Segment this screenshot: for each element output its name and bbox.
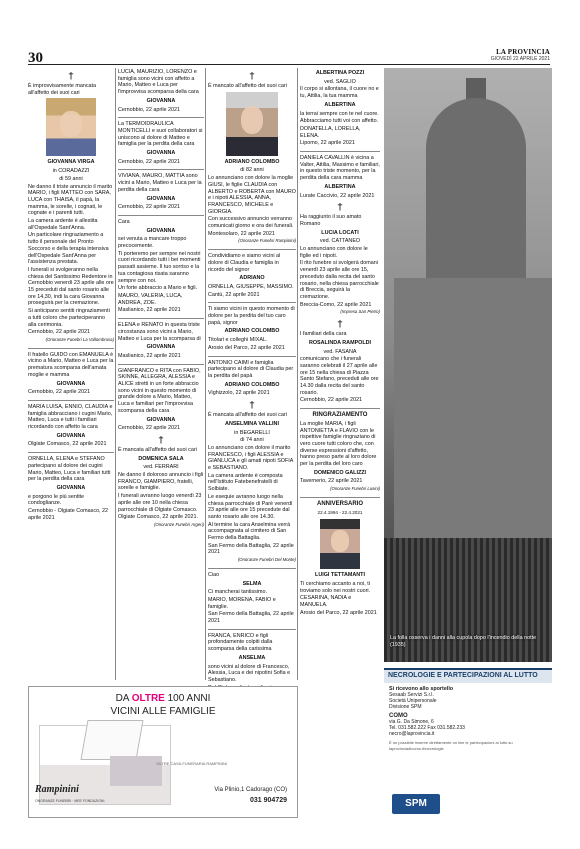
notice-text: San Fermo della Battaglia, 22 aprile 2021 (208, 611, 294, 625)
notice-text: Lo annunciano con dolore la moglie GIUSI, le figlie CLAUDIA con ALBERTO e ROBERTA con MAURO e i nipoti ALESSIA, ANNA, FRANCESCO, MICHELE e GIORGIA. (208, 175, 296, 215)
notice-text: Cernobbio, 22 aprile 2021 (118, 204, 181, 211)
notice-subtitle: in CORADAZZI (52, 168, 90, 175)
column-divider (297, 68, 298, 680)
deceased-name: ADRIANO COLOMBO (224, 328, 280, 335)
notice-text: È mancata all'affetto dei suoi cari (118, 446, 197, 453)
notice-text: ORNELLA, ELENA e STEFANO partecipano al dolore dei cugini Mario, Matteo, Luca e familiari tutti per la perdita della cara (28, 456, 111, 483)
notice-separator (118, 169, 204, 170)
notice-text: Cernobbio, 22 aprile 2021 (118, 106, 181, 113)
notice-text: la terrai sempre con te nel cuore. (300, 110, 379, 117)
notice-text: I funerali si svolgeranno nella chiesa del Santissimo Redentore in Cernobbio venerdì 23 aprile alle ore 15 preceduti dal santo rosario alle ore 14,30, indi la cara Giovanna proseguirà per la cremazione. (28, 266, 114, 307)
deceased-name: SELMA (242, 580, 262, 587)
notice-heading: RINGRAZIAMENTO (312, 412, 368, 419)
obituary-column-2 (118, 68, 204, 531)
portrait-face (331, 530, 349, 552)
notice-text: Titolari e colleghi MIXAL. (208, 337, 268, 344)
ad-oltre-small: ONORANZE FUNEBRI · MEE FONDAZIONI (35, 799, 105, 803)
obituary-column-4 (300, 68, 380, 617)
notice-separator (118, 318, 204, 319)
notice-text: Ti cerchiamo accanto a noi, ti troviamo solo nei nostri cuori. (300, 580, 371, 594)
obituary-column-3 (208, 68, 296, 700)
notice-separator (28, 348, 114, 349)
notice-subtitle: ved. CATTANEO (319, 238, 361, 245)
ad-oltre-headline: DA OLTRE 100 ANNI (115, 693, 211, 704)
notice-text: Si anticipano sentiti ringraziamenti a tutti coloro che parteciperanno alla cerimonia. (28, 308, 110, 328)
notice-text: ELENA e RENATO in questa triste circostanza sono vicini a Mario, Matteo e Luca per la scomparsa di (118, 322, 201, 342)
notice-text: Il fratello GUIDO con EMANUELA è vicino a Mario, Matteo e Luca per la prematura scomparsa dell'amata moglie e mamma (28, 351, 114, 378)
notice-text: Arosio del Parco, 22 aprile 2021 (300, 609, 377, 616)
ad-spm-title: NECROLOGIE E PARTECIPAZIONI AL LUTTO (384, 668, 552, 683)
notice-text: Cernobbio, 22 aprile 2021 (118, 425, 181, 432)
deceased-name: ADRIANO (239, 275, 265, 282)
deceased-name: GIOVANNA VIRGA (47, 159, 95, 166)
notice-text: Lipomo, 22 aprile 2021 (300, 140, 355, 147)
deceased-name: LUCIA LOCATI (321, 229, 359, 236)
deceased-name: GIOVANNA (146, 416, 176, 423)
ad-spm-city: COMO (389, 712, 408, 719)
ad-oltre-rampinini[interactable] (28, 686, 298, 818)
notice-text: Cernobbio, 22 aprile 2021 (300, 397, 363, 404)
notice-text: Olgiate Comasco, 22 aprile 2021 (28, 441, 107, 448)
deceased-name: GIOVANNA (146, 195, 176, 202)
notice-text: Abbracciamo tutti voi con affetto. (300, 118, 379, 125)
masthead-date: GIOVEDÌ 22 APRILE 2021 (490, 56, 550, 62)
masthead-brand: LA PROVINCIA (496, 48, 550, 56)
cross-icon: † (158, 434, 164, 446)
notice-text: La TERMOIDRAULICA MONTICELLI e suoi collaboratori si uniscono al dolore di Matteo e famiglia per la perdita della cara (118, 121, 203, 148)
notice-text: Ti porteremo per sempre nei nostri cuori ricordando tutti i bei momenti passati assieme. Il tuo sorriso e la tua contagiosa risata saranno sempre con noi. (118, 250, 201, 284)
notice-text: MAURO, VALERIA, LUCA, ANDREA, ZOE. (118, 292, 183, 306)
notice-text: VIVIANA, MAURO, MATTIA sono vicini a Mario, Matteo e Luca per la perdita della cara (118, 173, 202, 193)
notice-subtitle: di 74 anni (240, 437, 264, 444)
ad-spm-email[interactable]: necro@laprovincia.it (389, 730, 435, 737)
notice-heading: ANNIVERSARIO (316, 500, 363, 507)
notice-subtitle: ved. FASANA (323, 348, 357, 355)
notice-subtitle: di 82 anni (240, 167, 264, 174)
notice-text: Ci mancherai tantissimo. (208, 589, 268, 596)
deceased-name: GIOVANNA (56, 432, 86, 439)
notice-text: Maslianico, 22 aprile 2021 (118, 307, 181, 314)
notice-text: La camera ardente è allestita all'Ospedale Sant'Anna. (28, 218, 98, 231)
notice-separator (300, 151, 380, 152)
ad-spm-company2: Società Unipersonale (389, 697, 437, 704)
notice-text: Ti siamo vicini in questo momento di dolore per la perdita del tuo caro papà, signor (208, 306, 295, 326)
house-sign (110, 756, 162, 786)
deceased-name: ALBERTINA POZZI (315, 70, 365, 76)
notice-separator (300, 497, 380, 498)
notice-text: Cernobbio, 22 aprile 2021 (28, 329, 91, 336)
obituary-column-1 (28, 68, 114, 522)
ad-spm-body (384, 683, 552, 755)
deceased-name: DOMENICO GALIZZI (313, 469, 367, 476)
notice-separator (28, 400, 114, 401)
funeral-home-signature: (Impresa San Pietro) (340, 309, 380, 315)
notice-text: sei venuta a mancare troppo precocemente. (118, 236, 187, 250)
column-divider (115, 68, 116, 680)
dome-shape (426, 98, 526, 288)
notice-text: Lo annunciano con dolore le figlie ed i nipoti. (300, 246, 368, 259)
ad-spm-company: Sesaab Servizi S.r.l. (389, 691, 434, 698)
notice-text: MARIA LUISA, ENNIO, CLAUDIA e famiglia abbracciano i cugini Mario, Matteo, Luca e tutti i familiari ricordando con affetto la cara (28, 403, 113, 431)
notice-text: Il rito funebre si svolgerà domani venerdì 23 aprile alle ore 15, preceduto dalla recita del santo rosario, nella chiesa parrocchiale di Breccia, seguirà la cremazione. (300, 260, 379, 300)
notice-text: Le esequie avranno luogo nella chiesa parrocchiale di Parè venerdì 23 aprile alle ore 15 precedute dal santo rosario alle ore 14.30. (208, 493, 293, 520)
notice-text: Cernobbio, 22 aprile 2021 (28, 389, 91, 396)
notice-separator (208, 629, 296, 630)
ad-spm-tel: Tel. 031.582.222 Fax 031.582.233 (389, 724, 465, 731)
page-number: 30 (28, 50, 43, 66)
portrait-photo-woman (46, 98, 96, 156)
notice-separator (118, 215, 204, 216)
funeral-home-signature: (Onoranze Funebri Lusini) (330, 486, 380, 492)
notice-text: Al termine la cara Anselmina verrà accompagnata al cimitero di San Fermo della Battaglia. (208, 521, 291, 542)
notice-text: comunicano che i funerali saranno celebrati il 27 aprile alle ore 15 nella chiesa di Piazza Santo Stefano, preceduti alle ore 14.30 dalla recita del santo rosario. (300, 356, 379, 396)
deceased-name: ALBERTINA (324, 101, 356, 108)
deceased-name: GIOVANNA (56, 484, 86, 491)
ad-spm-necrologie[interactable] (384, 668, 552, 818)
notice-text: Vighizzolo, 22 aprile 2021 (208, 390, 270, 397)
deceased-name: GIOVANNA (56, 380, 86, 387)
notice-text: DONATELLA, LORELLA, ELENA. (300, 125, 361, 139)
notice-text: Cernobbio, 22 aprile 2021 (118, 158, 181, 165)
deceased-name: ADRIANO COLOMBO (224, 158, 280, 165)
spm-logo: SPM (392, 794, 440, 814)
top-rule (28, 64, 550, 65)
ad-spm-note: È un possibile inserire direttamente on line le partecipazioni al lutto su laprovinciadicomo.it/necrologie (389, 739, 513, 751)
notice-text: La camera ardente è composta nell'Istituto Fatebenefratelli di Solbiate. (208, 472, 283, 493)
notice-text: Cernobbio - Olgiate Comasco, 22 aprile 2021 (28, 508, 109, 521)
notice-text: È improvvisamente mancata all'affetto dei suoi cari (28, 83, 97, 96)
deceased-name: DOMENICA SALA (138, 455, 184, 462)
notice-text: Cara (118, 218, 130, 225)
notice-text: I familiari della cara (300, 331, 347, 338)
cathedral-body (394, 278, 552, 578)
portrait-face (241, 106, 264, 134)
notice-text: Cantù, 22 aprile 2021 (208, 291, 260, 298)
anniversary-dates: 22.4.1994 - 22.4.2021 (317, 509, 363, 515)
notice-text: San Fermo della Battaglia, 22 aprile 2021 (208, 542, 294, 556)
notice-text: Lo annunciano con dolore il marito FRANCESCO, i figli ALESSIA e GIANLUCA e gli amati nipoti SOFIA e SEBASTIANO. (208, 444, 294, 472)
cross-icon: † (249, 71, 255, 82)
notice-text: LUCIA, MAURIZIO, LORENZO e famiglia sono vicini con affetto a Mario, Matteo e Luca per l'improvvisa scomparsa della cara (118, 69, 199, 96)
notice-text: Ciao (208, 571, 220, 578)
deceased-name: ROSALINDA RAMPOLDI (308, 339, 372, 346)
notice-text: Breccia-Como, 22 aprile 2021 (300, 301, 372, 308)
notice-text: Maslianico, 22 aprile 2021 (118, 352, 181, 359)
notice-text: sono vicini al dolore di Francesco, Alessia, Luca e dei nipotini Sofia e Sebastiano. (208, 663, 291, 683)
notice-subtitle: ved. SAGLIO (324, 78, 356, 85)
notice-separator (28, 452, 114, 453)
notice-text: È mancato all'affetto dei suoi cari (208, 83, 287, 89)
photo-caption: La folla osserva i danni alla cupola dopo l'incendio della notte (1935) (390, 635, 537, 648)
ad-oltre-address: Via Plinio,1 Cadorago (CO) (214, 787, 287, 793)
notice-separator (208, 249, 296, 250)
deceased-name: GIOVANNA (146, 97, 176, 104)
notice-text: Il corpo si allontana, il cuore no e tu, Attilia, la tua mamma (300, 86, 379, 100)
deceased-name: GIOVANNA (146, 344, 176, 351)
portrait-face (60, 111, 82, 137)
deceased-name: ADRIANO COLOMBO (224, 381, 280, 388)
notice-text: La moglie MARIA, i figli ANTONIETTA e FLAVIO con le rispettive famiglie ringraziano di vero cuore tutti coloro che, con diverse espressioni d'affetto, hanno preso parte al loro dolore per la perdita del loro caro (300, 420, 377, 468)
historic-photo-cathedral-dome (384, 68, 552, 662)
notice-text: Un forte abbraccio a Mario e figli. (118, 285, 198, 292)
deceased-name: LUIGI TETTAMANTI (315, 572, 365, 579)
notice-text: DANIELA CAVALLIN è vicina a Valter, Attilia, Massimo e familiari, in questo triste momento, per la perdita della cara mamma (300, 155, 380, 182)
ad-oltre-subheadline: VICINI ALLE FAMIGLIE (110, 706, 216, 717)
notice-separator (208, 302, 296, 303)
deceased-name: GIOVANNA (146, 227, 176, 234)
deceased-name: GIOVANNA (146, 150, 176, 157)
notice-separator (118, 364, 204, 365)
notice-text: Con successivo annuncio verranno comunicati giorno e ora dei funerali. (208, 216, 294, 230)
cross-icon: † (337, 202, 343, 214)
house-roof (80, 720, 143, 760)
portrait-photo-luigi (320, 519, 360, 569)
ad-spm-division: Divisione SPM (389, 703, 422, 710)
funeral-home-signature: (Onoranze Funebri Del Monte) (237, 557, 296, 563)
notice-separator (208, 568, 296, 569)
ad-spm-street: via G. Da Simone, 6 (389, 718, 434, 725)
notice-text: e porgono le più sentite condoglianze. (28, 493, 85, 507)
notice-text: È mancata all'affetto dei suoi cari (208, 412, 287, 419)
ad-oltre-sign-text: OLTRE CASA FUNERARIA RAMPININI (156, 761, 227, 766)
notice-separator (208, 356, 296, 357)
notice-subtitle: ved. FERRARI (143, 464, 179, 471)
deceased-name: ANSELMA (238, 654, 266, 661)
funeral-home-signature: (Onoranze Funebri La Vallombrosa) (45, 336, 114, 342)
notice-text: Ne danno il triste annuncio il marito MARIO, i figli MATTEO con SARA, LUCA con THAISA, il papà, la mamma, le sorelle, i cognati, le cognate e i parenti tutti. (28, 183, 113, 217)
funeral-home-signature: (Onoranze Funebri Argeri) (154, 521, 204, 527)
cross-icon: † (337, 319, 343, 331)
notice-text: Tavernerio, 22 aprile 2021 (300, 478, 363, 485)
notice-text: Lurate Caccivio, 22 aprile 2021 (300, 192, 375, 199)
notice-text: Un particolare ringraziamento a tutto il personale del Pronto Soccorso e della terapia intensiva dell'Ospedale Sant'Anna per l'assistenza prestata. (28, 232, 109, 266)
deceased-name: ALBERTINA (324, 183, 356, 190)
notice-text: GIANFRANCO e RITA con FABIO, SKINNE, ALLEGRA, ALESSIA e ALICE stretti in un forte abbraccio sono vicini in questo momento di grande dolore a Mario, Matteo, Luca e familiari per l'improvvisa scomparsa della cara (118, 367, 201, 414)
notice-text: Montesolaro, 22 aprile 2021 (208, 230, 275, 237)
notice-separator (118, 117, 204, 118)
funeral-home-signature: (Onoranze Funebri Rampinini) (238, 238, 296, 244)
notice-text: Arosio del Parco, 22 aprile 2021 (208, 344, 285, 351)
notice-text: ANTONIO CAIMI e famiglia partecipano al dolore di Claudia per la perdita del papà (208, 359, 294, 379)
column-divider (205, 68, 206, 680)
notice-text: ORNELLA, GIUSEPPE, MASSIMO. (208, 283, 294, 290)
notice-text: Ne danno il doloroso annuncio i figli FRANCO, GIAMPIERO, fratelli, sorelle e famiglie. (118, 472, 204, 492)
portrait-photo-man (226, 92, 278, 156)
ad-spm-receive: Si ricevono allo sportello (389, 685, 454, 692)
notice-separator (300, 408, 380, 409)
notice-subtitle: in BEGARELLI (234, 429, 270, 436)
notice-text: Olgiate Comasco, 22 aprile 2021. (118, 514, 199, 521)
notice-text: Ha raggiunto il suo amato Romano (300, 214, 362, 227)
rampinini-logo: Rampinini (35, 784, 79, 795)
notice-text: I funerali avranno luogo venerdì 23 aprile alle ore 10 nella chiesa parrocchiale di Olgiate Comasco. (118, 493, 202, 513)
notice-text: Condividiamo e siamo vicini al dolore di Claudia e famiglia in ricordo del signor (208, 253, 281, 273)
notice-text: MARIO, MORENA, FABIO e famiglie. (208, 596, 276, 610)
deceased-name: ANSELMINA VALLINI (225, 420, 279, 427)
notice-subtitle: di 59 anni (59, 175, 83, 182)
cross-icon: † (249, 400, 255, 412)
masthead (491, 48, 550, 62)
notice-text: FRANCA, ENRICO e figli profondamente colpiti dalla scomparsa della carissima (208, 632, 273, 653)
notice-text: CESARINA, NADIA e MANUELA. (300, 595, 352, 609)
ad-oltre-phone: 031 904729 (250, 797, 287, 804)
cross-icon: † (68, 71, 74, 82)
